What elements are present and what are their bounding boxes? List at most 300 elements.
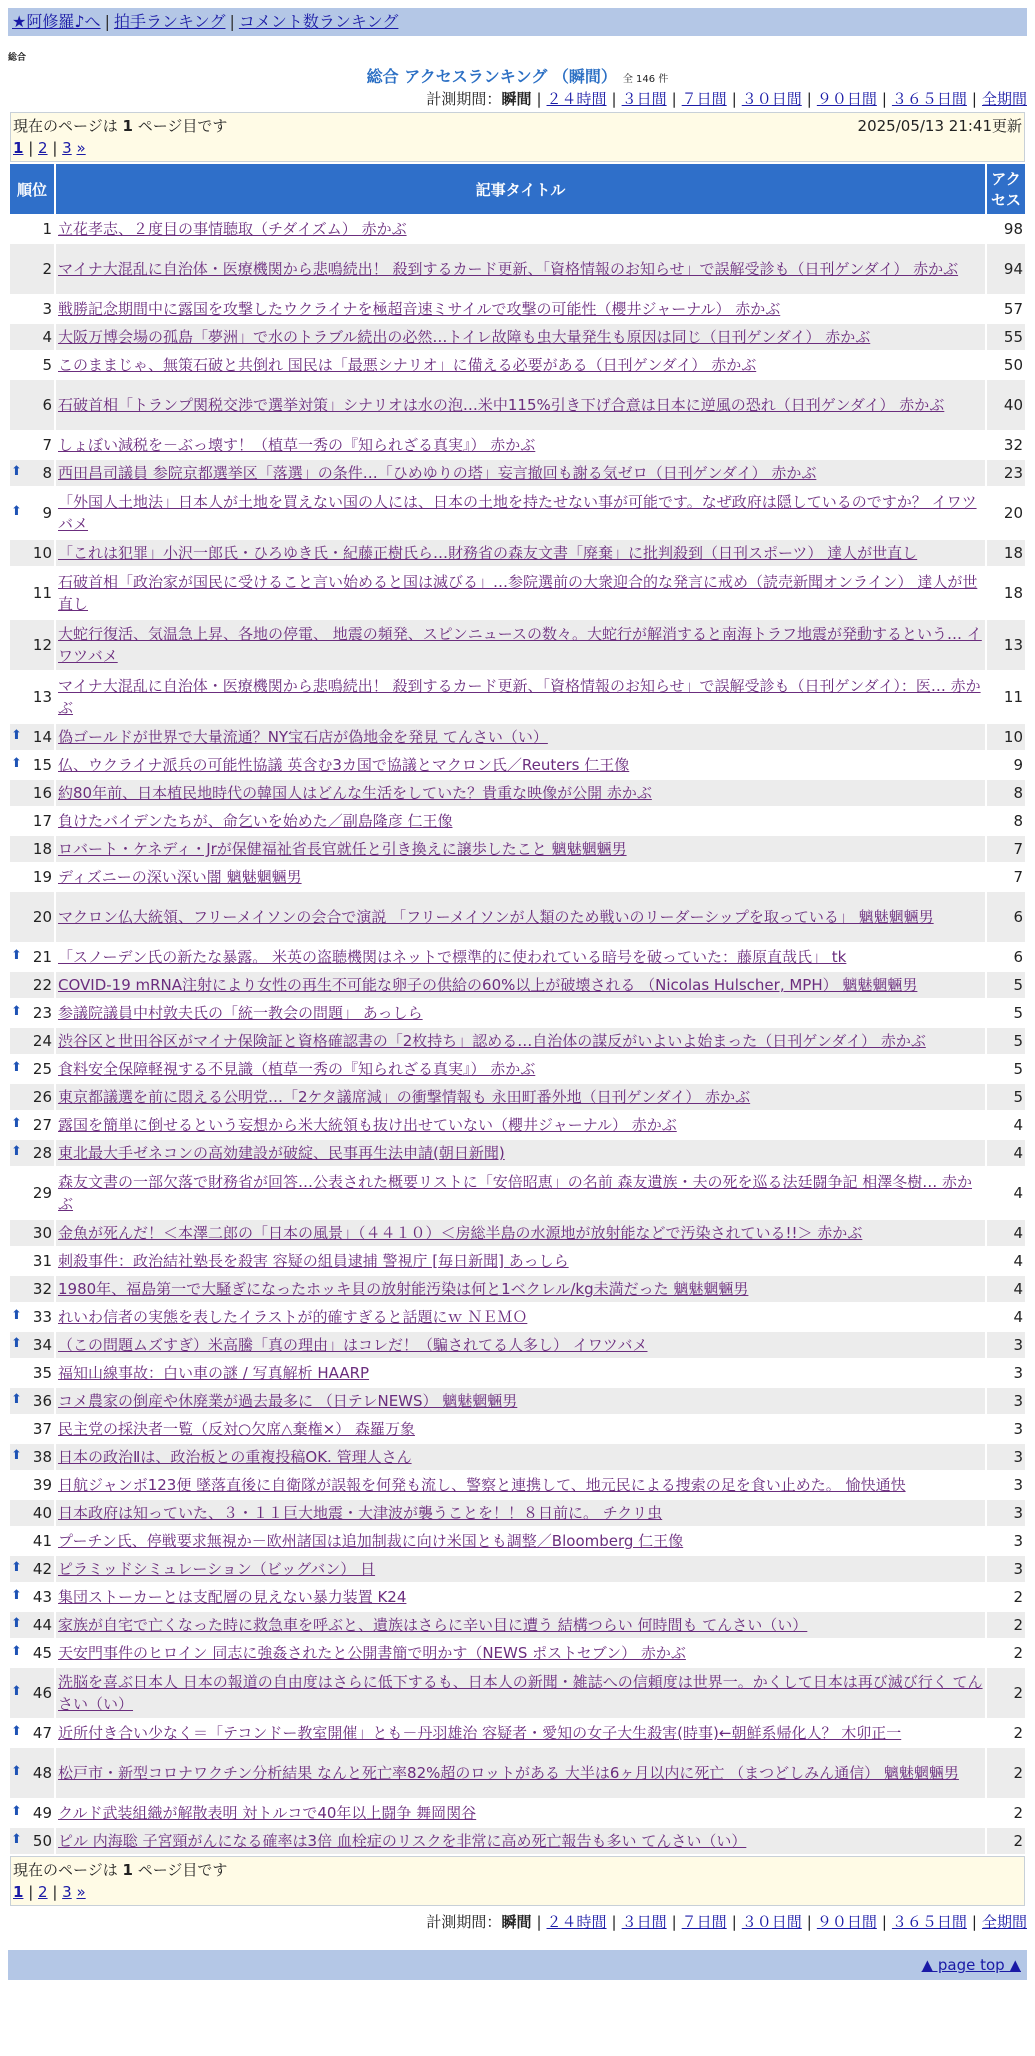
article-link[interactable]: ロバート・ケネディ・Jrが保健福祉省長官就任と引き換えに譲歩したこと 魑魅魍魎男: [58, 840, 627, 858]
rank-cell: [10, 1500, 54, 1526]
arrow-up-icon: ⬆: [11, 728, 22, 743]
pager-page-2[interactable]: 2: [38, 139, 48, 157]
article-link[interactable]: 東北最大手ゼネコンの高効建設が破綻、民事再生法申請(朝日新聞): [58, 1144, 505, 1162]
rank-cell: [10, 540, 54, 566]
table-row: [10, 1556, 1025, 1582]
rank-number: 28: [32, 1144, 52, 1162]
access-count: 4: [987, 1248, 1025, 1274]
title-cell: [56, 1220, 985, 1246]
table-row: [10, 1028, 1025, 1054]
title-cell: [56, 780, 985, 806]
article-link[interactable]: 立花孝志、２度目の事情聴取（チダイズム） 赤かぶ: [58, 220, 407, 238]
title-cell: [56, 1416, 985, 1442]
article-link[interactable]: 参議院議員中村敦夫氏の「統一教会の問題」 あっしら: [58, 1004, 423, 1022]
article-link[interactable]: 福知山線事故：白い車の謎 / 写真解析 HAARP: [58, 1364, 370, 1382]
title-cell: [56, 808, 985, 834]
article-link[interactable]: 渋谷区と世田谷区がマイナ保険証と資格確認書の「2枚持ち」認める…自治体の謀反がいよいよ始まった（日刊ゲンダイ） 赤かぶ: [58, 1032, 926, 1050]
article-link[interactable]: プーチン氏、停戦要求無視か－欧州諸国は追加制裁に向け米国とも調整／Bloomberg 仁王像: [58, 1532, 684, 1550]
table-row: [10, 1500, 1025, 1526]
article-link[interactable]: 民主党の採決者一覧（反対○欠席△棄権×） 森羅万象: [58, 1420, 415, 1438]
title-cell: [56, 972, 985, 998]
title-cell: [56, 460, 985, 486]
access-count: 5: [987, 972, 1025, 998]
rank-cell: [10, 1304, 54, 1330]
title-cell: [56, 1528, 985, 1554]
article-link[interactable]: ピラミッドシミュレーション（ビッグバン） 日: [58, 1560, 376, 1578]
arrow-up-icon: ⬆: [11, 1560, 22, 1575]
article-link[interactable]: 西田昌司議員 参院京都選挙区「落選」の条件…「ひめゆりの塔」妄言撤回も謝る気ゼロ（日刊ゲンダイ） 赤かぶ: [58, 464, 817, 482]
rank-cell: [10, 1084, 54, 1110]
updated-time: 2025/05/13 21:41更新: [857, 117, 1022, 135]
ranking-title-row: [8, 66, 1027, 88]
pager-page-2-bottom[interactable]: 2: [38, 1883, 48, 1901]
access-count: 2: [987, 1612, 1025, 1638]
table-row: [10, 1612, 1025, 1638]
period-3d-bottom[interactable]: ３日間: [621, 1913, 667, 1931]
access-count: 23: [987, 460, 1025, 486]
period-3d[interactable]: ３日間: [621, 90, 667, 108]
article-link[interactable]: このままじゃ、無策石破と共倒れ 国民は「最悪シナリオ」に備える必要がある（日刊ゲンダイ） 赤かぶ: [58, 356, 757, 374]
table-row: [10, 216, 1025, 242]
arrow-up-icon: ⬆: [11, 1116, 22, 1131]
rank-cell: [10, 1360, 54, 1386]
access-count: 32: [987, 432, 1025, 458]
access-count: 4: [987, 1140, 1025, 1166]
article-link[interactable]: 金魚が死んだ！＜本澤二郎の「日本の風景」（４４１０）＜房総半島の水源地が放射能などで汚染されている!!＞ 赤かぶ: [58, 1224, 863, 1242]
table-row: [10, 808, 1025, 834]
header-title: 記事タイトル: [56, 164, 985, 214]
article-link[interactable]: 大阪万博会場の孤島「夢洲」で水のトラブル続出の必然…トイレ故障も虫大量発生も原因は同じ（日刊ゲンダイ） 赤かぶ: [58, 328, 871, 346]
page: [8, 0, 1027, 1980]
title-cell: [56, 864, 985, 890]
rank-number: 14: [32, 728, 52, 746]
clap-ranking-link[interactable]: 拍手ランキング: [113, 12, 226, 31]
access-count: 13: [987, 620, 1025, 670]
article-link[interactable]: れいわ信者の実態を表したイラストが的確すぎると話題にｗ ＮＥＭＯ: [58, 1308, 528, 1326]
rank-number: 1: [42, 220, 52, 238]
arrow-up-icon: ⬆: [11, 1804, 22, 1819]
table-row: [10, 892, 1025, 942]
arrow-up-icon: ⬆: [11, 1336, 22, 1351]
title-cell: [56, 352, 985, 378]
article-link[interactable]: 天安門事件のヒロイン 同志に強姦されたと公開書簡で明かす（NEWS ポストセブン） 赤かぶ: [58, 1644, 686, 1662]
rank-number: 23: [32, 1004, 52, 1022]
period-24h-bottom[interactable]: ２４時間: [546, 1913, 607, 1931]
table-row: [10, 1828, 1025, 1854]
article-link[interactable]: マクロン仏大統領、フリーメイソンの会合で演説 「フリーメイソンが人類のため戦いのリーダーシップを取っている」 魑魅魍魎男: [58, 908, 934, 926]
title-cell: [56, 540, 985, 566]
rank-number: 47: [32, 1724, 52, 1742]
article-link[interactable]: 石破首相「トランプ関税交渉で選挙対策」シナリオは水の泡…米中115%引き下げ合意は日本に逆風の恐れ（日刊ゲンダイ） 赤かぶ: [58, 396, 945, 414]
article-link[interactable]: 松戸市・新型コロナワクチン分析結果 なんと死亡率82%超のロットがある 大半は6ヶ月以内に死亡 （まつどしみん通信） 魑魅魍魎男: [58, 1764, 959, 1782]
rank-number: 19: [32, 868, 52, 886]
article-link[interactable]: 「スノーデン氏の新たな暴露。 米英の盗聴機関はネットで標準的に使われている暗号を破っていた：藤原直哉氏」 tk: [58, 948, 847, 966]
article-link[interactable]: 戦勝記念期間中に露国を攻撃したウクライナを極超音速ミサイルで攻撃の可能性（櫻井ジャーナル） 赤かぶ: [58, 300, 781, 318]
access-count: 5: [987, 1084, 1025, 1110]
title-cell: [56, 1360, 985, 1386]
rank-cell: [10, 1800, 54, 1826]
pager-page-1-bottom[interactable]: 1: [13, 1883, 24, 1901]
table-row: [10, 1248, 1025, 1274]
table-row: [10, 1056, 1025, 1082]
table-row: [10, 1584, 1025, 1610]
period-24h[interactable]: ２４時間: [546, 90, 607, 108]
page-info: [10, 112, 1025, 162]
table-row: [10, 1388, 1025, 1414]
rank-number: 29: [32, 1184, 52, 1202]
title-cell: [56, 488, 985, 538]
rank-number: 24: [32, 1032, 52, 1050]
title-cell: [56, 944, 985, 970]
pager-next-bottom[interactable]: »: [76, 1883, 86, 1901]
period-current: 瞬間: [501, 90, 532, 108]
rank-cell: [10, 1612, 54, 1638]
rank-number: 34: [32, 1336, 52, 1354]
rank-cell: [10, 892, 54, 942]
rank-cell: [10, 1444, 54, 1470]
rank-number: 10: [32, 544, 52, 562]
title-cell: [56, 1028, 985, 1054]
access-count: 55: [987, 324, 1025, 350]
access-count: 2: [987, 1640, 1025, 1666]
article-link[interactable]: 森友文書の一部欠落で財務省が回答…公表された概要リストに「安倍昭恵」の名前 森友遺族・夫の死を巡る法廷闘争記 相澤冬樹… 赤かぶ: [58, 1173, 973, 1213]
access-count: 3: [987, 1500, 1025, 1526]
table-row: [10, 1528, 1025, 1554]
period-365d[interactable]: ３６５日間: [891, 90, 967, 108]
rank-number: 30: [32, 1224, 52, 1242]
title-cell: [56, 1640, 985, 1666]
arrow-up-icon: ⬆: [11, 1060, 22, 1075]
rank-cell: [10, 1640, 54, 1666]
rank-number: 37: [32, 1420, 52, 1438]
rank-cell: [10, 864, 54, 890]
rank-number: 48: [32, 1764, 52, 1782]
access-count: 4: [987, 1276, 1025, 1302]
article-link[interactable]: ディズニーの深い深い闇 魑魅魍魎男: [58, 868, 302, 886]
period-30d[interactable]: ３０日間: [741, 90, 802, 108]
article-link[interactable]: 東京都議選を前に悶える公明党…「2ケタ議席減」の衝撃情報も 永田町番外地（日刊ゲンダイ） 赤かぶ: [58, 1088, 751, 1106]
access-count: 40: [987, 380, 1025, 430]
rank-cell: [10, 1056, 54, 1082]
access-count: 18: [987, 540, 1025, 566]
rank-number: 33: [32, 1308, 52, 1326]
article-link[interactable]: ピル 内海聡 子宮頸がんになる確率は3倍 血栓症のリスクを非常に高め死亡報告も多い てんさい（い）: [58, 1832, 747, 1850]
rank-number: 22: [32, 976, 52, 994]
access-count: 5: [987, 1028, 1025, 1054]
table-row: [10, 1360, 1025, 1386]
article-link[interactable]: マイナ大混乱に自治体・医療機関から悲鳴続出！ 殺到するカード更新、「資格情報のお知らせ」で誤解受診も（日刊ゲンダイ）：医… 赤かぶ: [58, 677, 981, 717]
access-count: 8: [987, 780, 1025, 806]
rank-number: 44: [32, 1616, 52, 1634]
title-cell: [56, 324, 985, 350]
period-label: 計測期間：: [426, 90, 502, 108]
article-link[interactable]: マイナ大混乱に自治体・医療機関から悲鳴続出！ 殺到するカード更新、「資格情報のお知らせ」で誤解受診も（日刊ゲンダイ） 赤かぶ: [58, 260, 959, 278]
title-cell: [56, 1388, 985, 1414]
article-link[interactable]: コメ農家の倒産や休廃業が過去最多に （日テレNEWS） 魑魅魍魎男: [58, 1392, 518, 1410]
access-count: 3: [987, 1360, 1025, 1386]
arrow-up-icon: ⬆: [11, 756, 22, 771]
rank-cell: [10, 752, 54, 778]
period-7d[interactable]: ７日間: [681, 90, 727, 108]
page-top-link[interactable]: ▲ page top ▲: [921, 1956, 1021, 1974]
title-cell: [56, 1668, 985, 1718]
pager-page-3[interactable]: 3: [62, 139, 72, 157]
arrow-up-icon: ⬆: [11, 1392, 22, 1407]
access-count: 3: [987, 1556, 1025, 1582]
rank-number: 15: [32, 756, 52, 774]
rank-number: 25: [32, 1060, 52, 1078]
rank-cell: [10, 380, 54, 430]
title-cell: [56, 1748, 985, 1798]
pager-top: 1 | 2 | 3 »: [13, 139, 86, 157]
arrow-up-icon: ⬆: [11, 1764, 22, 1779]
page-info-text: 現在のページは 1 ページ目です: [13, 117, 228, 135]
article-link[interactable]: 近所付き合い少なく＝「テコンドー教室開催」とも－丹羽雄治 容疑者・愛知の女子大生殺害(時事)←朝鮮系帰化人？ 木卯正一: [58, 1724, 902, 1742]
table-row: [10, 1640, 1025, 1666]
title-cell: [56, 1472, 985, 1498]
arrow-up-icon: ⬆: [11, 1308, 22, 1323]
access-count: 2: [987, 1584, 1025, 1610]
table-row: [10, 1444, 1025, 1470]
title-cell: [56, 672, 985, 722]
pager-page-1[interactable]: 1: [13, 139, 24, 157]
home-link[interactable]: ★阿修羅♪へ: [12, 12, 101, 31]
rank-cell: [10, 1828, 54, 1854]
table-row: [10, 1276, 1025, 1302]
rank-number: 41: [32, 1532, 52, 1550]
table-row: [10, 1140, 1025, 1166]
access-count: 2: [987, 1668, 1025, 1718]
title-cell: [56, 1276, 985, 1302]
rank-cell: [10, 1168, 54, 1218]
access-count: 9: [987, 752, 1025, 778]
title-cell: [56, 216, 985, 242]
period-selector-bottom: 計測期間：瞬間 | ２４時間 | ３日間 | ７日間 | ３０日間 | ９０日間 | ３６５日間 | 全期間: [426, 1913, 1027, 1931]
article-link[interactable]: 日本政府は知っていた、３・１１巨大地震・大津波が襲うことを！！８日前に。 チクリ虫: [58, 1504, 663, 1522]
article-link[interactable]: クルド武装組織が解散表明 対トルコで40年以上闘争 舞岡関谷: [58, 1804, 477, 1822]
page-info-bottom: [10, 1856, 1025, 1906]
rank-cell: [10, 1748, 54, 1798]
article-link[interactable]: 偽ゴールドが世界で大量流通？NY宝石店が偽地金を発見 てんさい（い）: [58, 728, 548, 746]
rank-number: 50: [32, 1832, 52, 1850]
title-cell: [56, 1556, 985, 1582]
page-info-text-bottom: 現在のページは 1 ページ目です: [13, 1861, 228, 1879]
period-30d-bottom[interactable]: ３０日間: [741, 1913, 802, 1931]
table-row: [10, 244, 1025, 294]
table-row: [10, 352, 1025, 378]
rank-number: 36: [32, 1392, 52, 1410]
ranking-title: 総合 アクセスランキング （瞬間）: [366, 67, 617, 86]
table-row: [10, 1668, 1025, 1718]
title-cell: [56, 752, 985, 778]
arrow-up-icon: ⬆: [11, 1644, 22, 1659]
access-count: 2: [987, 1748, 1025, 1798]
arrow-up-icon: ⬆: [11, 504, 22, 519]
article-link[interactable]: 洗脳を喜ぶ日本人 日本の報道の自由度はさらに低下するも、日本人の新聞・雑誌への信頼度は世界一。かくして日本は再び滅び行く てんさい（い）: [58, 1673, 983, 1713]
access-count: 98: [987, 216, 1025, 242]
table-row: [10, 540, 1025, 566]
rank-cell: [10, 1140, 54, 1166]
table-row: [10, 460, 1025, 486]
title-cell: [56, 1248, 985, 1274]
title-cell: [56, 1720, 985, 1746]
article-link[interactable]: 大蛇行復活、気温急上昇、各地の停電、 地震の頻発、スピンニュースの数々。大蛇行が解消すると南海トラフ地震が発動するという… イワツバメ: [58, 625, 982, 665]
table-row: [10, 380, 1025, 430]
rank-number: 6: [42, 396, 52, 414]
rank-cell: [10, 1556, 54, 1582]
rank-cell: [10, 1388, 54, 1414]
arrow-up-icon: ⬆: [11, 948, 22, 963]
rank-number: 11: [32, 584, 52, 602]
table-row: [10, 620, 1025, 670]
period-90d-bottom[interactable]: ９０日間: [816, 1913, 877, 1931]
table-row: [10, 324, 1025, 350]
arrow-up-icon: ⬆: [11, 464, 22, 479]
table-row: [10, 1000, 1025, 1026]
table-row: [10, 780, 1025, 806]
access-count: 3: [987, 1472, 1025, 1498]
access-count: 50: [987, 352, 1025, 378]
rank-cell: [10, 1332, 54, 1358]
title-cell: [56, 1332, 985, 1358]
pager-next[interactable]: »: [76, 139, 86, 157]
arrow-up-icon: ⬆: [11, 1448, 22, 1463]
article-link[interactable]: 「これは犯罪」小沢一郎氏・ひろゆき氏・紀藤正樹氏ら…財務省の森友文書「廃棄」に批判殺到（日刊スポーツ） 達人が世直し: [58, 544, 918, 562]
table-row: [10, 488, 1025, 538]
article-link[interactable]: 露国を簡単に倒せるという妄想から米大統領も抜け出せていない（櫻井ジャーナル） 赤かぶ: [58, 1116, 677, 1134]
access-count: 7: [987, 864, 1025, 890]
period-7d-bottom[interactable]: ７日間: [681, 1913, 727, 1931]
rank-cell: [10, 296, 54, 322]
article-link[interactable]: 1980年、福島第一で大騒ぎになったホッキ貝の放射能汚染は何と1ベクレル/kg未満だった 魑魅魍魎男: [58, 1280, 749, 1298]
title-cell: [56, 1584, 985, 1610]
access-count: 4: [987, 1112, 1025, 1138]
rank-cell: [10, 1528, 54, 1554]
rank-number: 49: [32, 1804, 52, 1822]
period-all[interactable]: 全期間: [981, 90, 1027, 108]
rank-cell: [10, 568, 54, 618]
article-link[interactable]: 日航ジャンボ123便 墜落直後に自衛隊が誤報を何発も流し、警察と連携して、地元民による捜索の足を食い止めた。 愉快通快: [58, 1476, 906, 1494]
rank-number: 9: [42, 504, 52, 522]
rank-number: 12: [32, 636, 52, 654]
pager-bottom: 1 | 2 | 3 »: [13, 1883, 86, 1901]
header-access: アクセス: [987, 164, 1025, 214]
article-link[interactable]: 約80年前、日本植民地時代の韓国人はどんな生活をしていた？貴重な映像が公開 赤かぶ: [58, 784, 652, 802]
rank-number: 39: [32, 1476, 52, 1494]
rank-number: 40: [32, 1504, 52, 1522]
period-all-bottom[interactable]: 全期間: [981, 1913, 1027, 1931]
access-count: 2: [987, 1720, 1025, 1746]
table-row: [10, 944, 1025, 970]
access-count: 4: [987, 1220, 1025, 1246]
rank-cell: [10, 244, 54, 294]
article-link[interactable]: 食料安全保障軽視する不見識（植草一秀の『知られざる真実』） 赤かぶ: [58, 1060, 536, 1078]
access-count: 3: [987, 1528, 1025, 1554]
rank-cell: [10, 1028, 54, 1054]
access-count: 57: [987, 296, 1025, 322]
rank-cell: [10, 1000, 54, 1026]
article-link[interactable]: 集団ストーカーとは支配層の見えない暴力装置 K24: [58, 1588, 407, 1606]
rank-cell: [10, 972, 54, 998]
rank-number: 32: [32, 1280, 52, 1298]
access-count: 7: [987, 836, 1025, 862]
access-count: 94: [987, 244, 1025, 294]
rank-number: 2: [42, 260, 52, 278]
article-link[interactable]: 刺殺事件：政治結社塾長を殺害 容疑の組員逮捕 警視庁 [毎日新聞] あっしら: [58, 1252, 569, 1270]
period-current-bottom: 瞬間: [501, 1913, 532, 1931]
table-row: [10, 1220, 1025, 1246]
access-count: 2: [987, 1828, 1025, 1854]
access-count: 4: [987, 1168, 1025, 1218]
article-link[interactable]: 「外国人土地法」日本人が土地を買えない国の人には、日本の土地を持たせない事が可能です。なぜ政府は隠しているのですか？ イワツバメ: [58, 493, 977, 533]
period-label-bottom: 計測期間：: [426, 1913, 502, 1931]
title-cell: [56, 380, 985, 430]
access-count: 11: [987, 672, 1025, 722]
rank-number: 27: [32, 1116, 52, 1134]
footer-bar: [8, 1950, 1027, 1980]
access-count: 5: [987, 1000, 1025, 1026]
rank-number: 3: [42, 300, 52, 318]
article-link[interactable]: 家族が自宅で亡くなった時に救急車を呼ぶと、遺族はさらに辛い目に遭う 結構つらい 何時間も てんさい（い）: [58, 1616, 808, 1634]
rank-number: 35: [32, 1364, 52, 1382]
rank-cell: [10, 1112, 54, 1138]
rank-cell: [10, 324, 54, 350]
rank-number: 18: [32, 840, 52, 858]
table-row: [10, 1416, 1025, 1442]
rank-number: 46: [32, 1684, 52, 1702]
article-link[interactable]: しょぼい減税を－ぶっ壊す！（植草一秀の『知られざる真実』） 赤かぶ: [58, 436, 536, 454]
rank-number: 17: [32, 812, 52, 830]
title-cell: [56, 1056, 985, 1082]
table-row: [10, 1304, 1025, 1330]
article-link[interactable]: 仏、ウクライナ派兵の可能性協議 英含む3カ国で協議とマクロン氏／Reuters 仁王像: [58, 756, 630, 774]
rank-number: 4: [42, 328, 52, 346]
article-link[interactable]: （この問題ムズすぎ）米高騰「真の理由」はコレだ！（騙されてる人多し） イワツバメ: [58, 1336, 648, 1354]
title-cell: [56, 1828, 985, 1854]
access-count: 4: [987, 1304, 1025, 1330]
table-row: [10, 1084, 1025, 1110]
rank-cell: [10, 944, 54, 970]
rank-number: 16: [32, 784, 52, 802]
category-label: 総合: [8, 53, 27, 63]
access-count: 2: [987, 1800, 1025, 1826]
table-row: [10, 1720, 1025, 1746]
rank-number: 26: [32, 1088, 52, 1106]
arrow-up-icon: ⬆: [11, 1684, 22, 1699]
title-cell: [56, 568, 985, 618]
rank-number: 31: [32, 1252, 52, 1270]
period-90d[interactable]: ９０日間: [816, 90, 877, 108]
period-365d-bottom[interactable]: ３６５日間: [891, 1913, 967, 1931]
rank-cell: [10, 488, 54, 538]
rank-cell: [10, 1416, 54, 1442]
article-link[interactable]: 石破首相「政治家が国民に受けること言い始めると国は滅びる」…参院選前の大衆迎合的な発言に戒め（読売新聞オンライン） 達人が世直し: [58, 573, 978, 613]
table-row: [10, 752, 1025, 778]
table-row: [10, 972, 1025, 998]
table-row: [10, 836, 1025, 862]
period-selector: 計測期間：瞬間 | ２４時間 | ３日間 | ７日間 | ３０日間 | ９０日間 | ３６５日間 | 全期間: [426, 90, 1027, 108]
rank-cell: [10, 1276, 54, 1302]
ranking-table: [8, 110, 1027, 1908]
article-link[interactable]: 負けたバイデンたちが、命乞いを始めた／副島隆彦 仁王像: [58, 812, 453, 830]
comment-ranking-link[interactable]: コメント数ランキング: [238, 12, 399, 31]
article-link[interactable]: COVID-19 mRNA注射により女性の再生不可能な卵子の供給の60%以上が破壊される （Nicolas Hulscher, MPH） 魑魅魍魎男: [58, 976, 918, 994]
pager-page-3-bottom[interactable]: 3: [62, 1883, 72, 1901]
access-count: 3: [987, 1444, 1025, 1470]
article-link[interactable]: 日本の政治Ⅱは、政治板との重複投稿OK. 管理人さん: [58, 1448, 412, 1466]
title-cell: [56, 1800, 985, 1826]
access-count: 5: [987, 1056, 1025, 1082]
